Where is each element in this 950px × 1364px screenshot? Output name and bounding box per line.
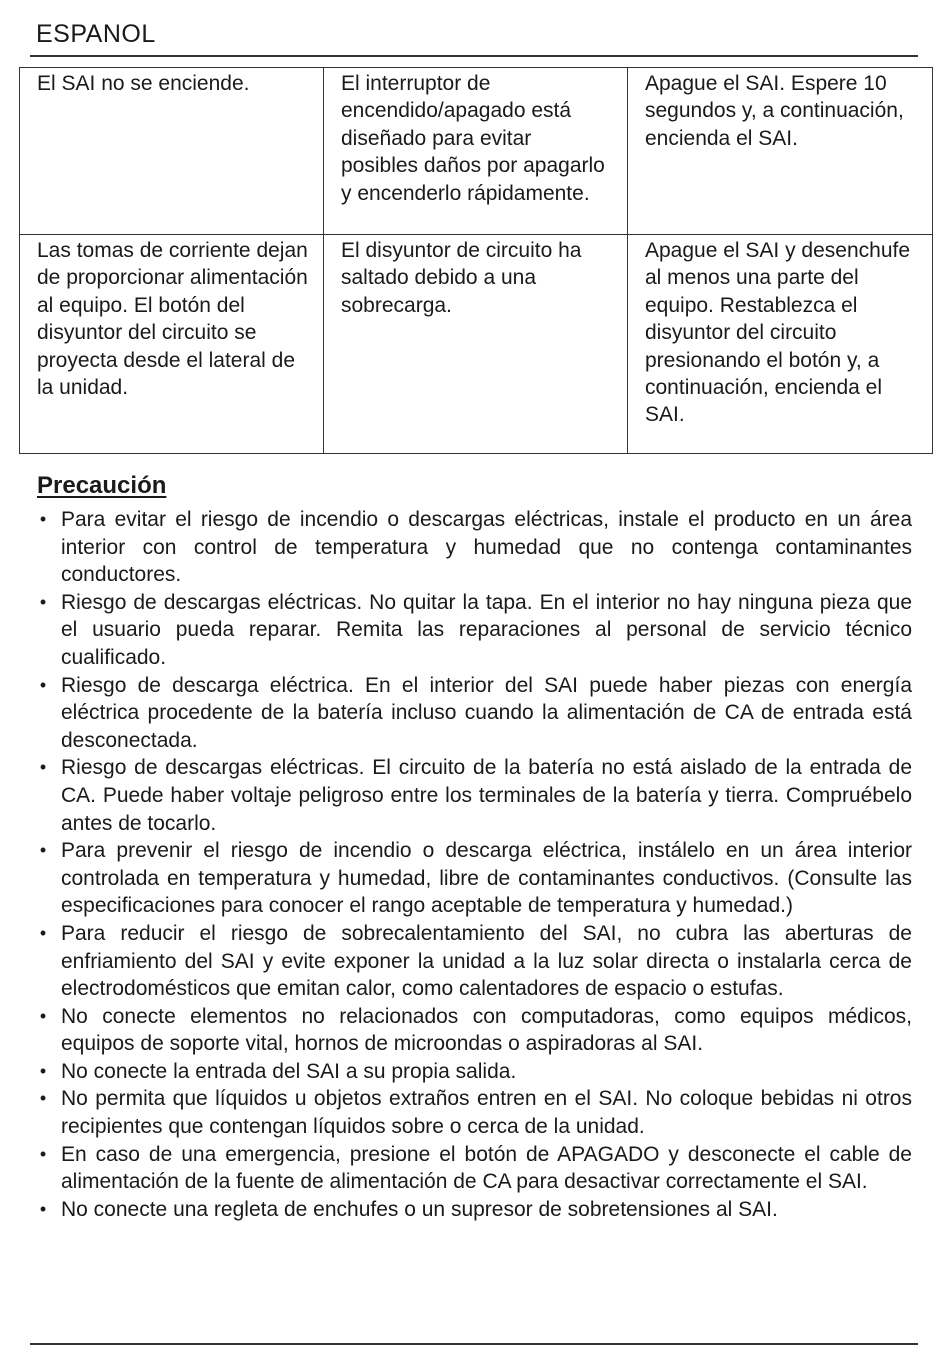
caution-list bbox=[36, 506, 912, 1223]
list-item bbox=[36, 1003, 912, 1058]
list-item bbox=[36, 1058, 912, 1086]
table-row bbox=[20, 235, 933, 454]
caution-text: No conecte la entrada del SAI a su propia salida. bbox=[61, 1059, 517, 1083]
list-item bbox=[36, 1141, 912, 1196]
bullet-icon: • bbox=[39, 1088, 47, 1109]
caution-heading: Precaución bbox=[37, 472, 167, 499]
bullet-icon: • bbox=[39, 840, 47, 861]
cause-cell: El interruptor de encendido/apagado está diseñado para evitar posibles daños por apagarlo y encenderlo rápidamente. bbox=[324, 68, 628, 235]
bullet-icon: • bbox=[39, 1198, 47, 1219]
table-row bbox=[20, 68, 933, 235]
cause-cell: El disyuntor de circuito ha saltado debido a una sobrecarga. bbox=[324, 235, 628, 454]
solution-cell: Apague el SAI. Espere 10 segundos y, a continuación, encienda el SAI. bbox=[628, 68, 933, 235]
solution-cell: Apague el SAI y desenchufe al menos una parte del equipo. Restablezca el disyuntor del circuito presionando el botón y, a continuación, encienda el SAI. bbox=[628, 235, 933, 454]
list-item bbox=[36, 1196, 912, 1224]
caution-text: Para prevenir el riesgo de incendio o descarga eléctrica, instálelo en un área interior controlada en temperatura y humedad, libre de contaminantes conductivos. (Consulte las especificaciones para conocer el rango aceptable de temperatura y humedad.) bbox=[61, 839, 912, 918]
caution-text: En caso de una emergencia, presione el botón de APAGADO y desconecte el cable de alimentación de la fuente de alimentación de CA para desactivar correctamente el SAI. bbox=[61, 1142, 912, 1194]
bullet-icon: • bbox=[39, 1005, 47, 1026]
caution-text: Para reducir el riesgo de sobrecalentamiento del SAI, no cubra las aberturas de enfriamiento del SAI y evite exponer la unidad a la luz solar directa o instalarla cerca de electrodomésticos que emitan calor, como calentadores de espacio o estufas. bbox=[61, 921, 912, 1001]
troubleshooting-table bbox=[19, 67, 933, 454]
list-item bbox=[36, 754, 912, 837]
language-header: ESPANOL bbox=[36, 20, 156, 48]
problem-cell: Las tomas de corriente dejan de proporcionar alimentación al equipo. El botón del disyuntor del circuito se proyecta desde el lateral de la unidad. bbox=[20, 235, 324, 454]
list-item bbox=[36, 506, 912, 589]
caution-text: No conecte elementos no relacionados con computadoras, como equipos médicos, equipos de soporte vital, hornos de microondas o aspiradoras al SAI. bbox=[61, 1004, 912, 1056]
caution-text: No permita que líquidos u objetos extraños entren en el SAI. No coloque bebidas ni otros recipientes que contengan líquidos sobre o cerca de la unidad. bbox=[61, 1087, 912, 1139]
list-item bbox=[36, 837, 912, 920]
top-divider bbox=[30, 55, 918, 57]
bottom-divider bbox=[30, 1343, 918, 1345]
bullet-icon: • bbox=[39, 1143, 47, 1164]
bullet-icon: • bbox=[39, 922, 47, 943]
bullet-icon: • bbox=[39, 1060, 47, 1081]
bullet-icon: • bbox=[39, 591, 47, 612]
problem-cell: El SAI no se enciende. bbox=[20, 68, 324, 235]
bullet-icon: • bbox=[39, 509, 47, 529]
bullet-icon: • bbox=[39, 757, 47, 778]
caution-text: Riesgo de descargas eléctricas. El circuito de la batería no está aislado de la entrada de CA. Puede haber voltaje peligroso entre los terminales de la batería y tierra. Compruébelo antes de tocarlo. bbox=[61, 756, 912, 835]
list-item bbox=[36, 1085, 912, 1140]
caution-text: Riesgo de descargas eléctricas. No quitar la tapa. En el interior no hay ninguna pieza que el usuario pueda reparar. Remita las reparaciones al personal de servicio técnico cualificado. bbox=[61, 590, 912, 669]
list-item bbox=[36, 672, 912, 755]
caution-text: Riesgo de descarga eléctrica. En el interior del SAI puede haber piezas con energía eléctrica procedente de la batería incluso cuando la alimentación de CA de entrada está desconectada. bbox=[61, 673, 912, 752]
bullet-icon: • bbox=[39, 674, 47, 695]
list-item bbox=[36, 920, 912, 1003]
list-item bbox=[36, 589, 912, 672]
caution-text: Para evitar el riesgo de incendio o descargas eléctricas, instale el producto en un área interior con control de temperatura y humedad que no contenga contaminantes conductores. bbox=[61, 508, 912, 587]
caution-text: No conecte una regleta de enchufes o un supresor de sobretensiones al SAI. bbox=[61, 1197, 778, 1221]
